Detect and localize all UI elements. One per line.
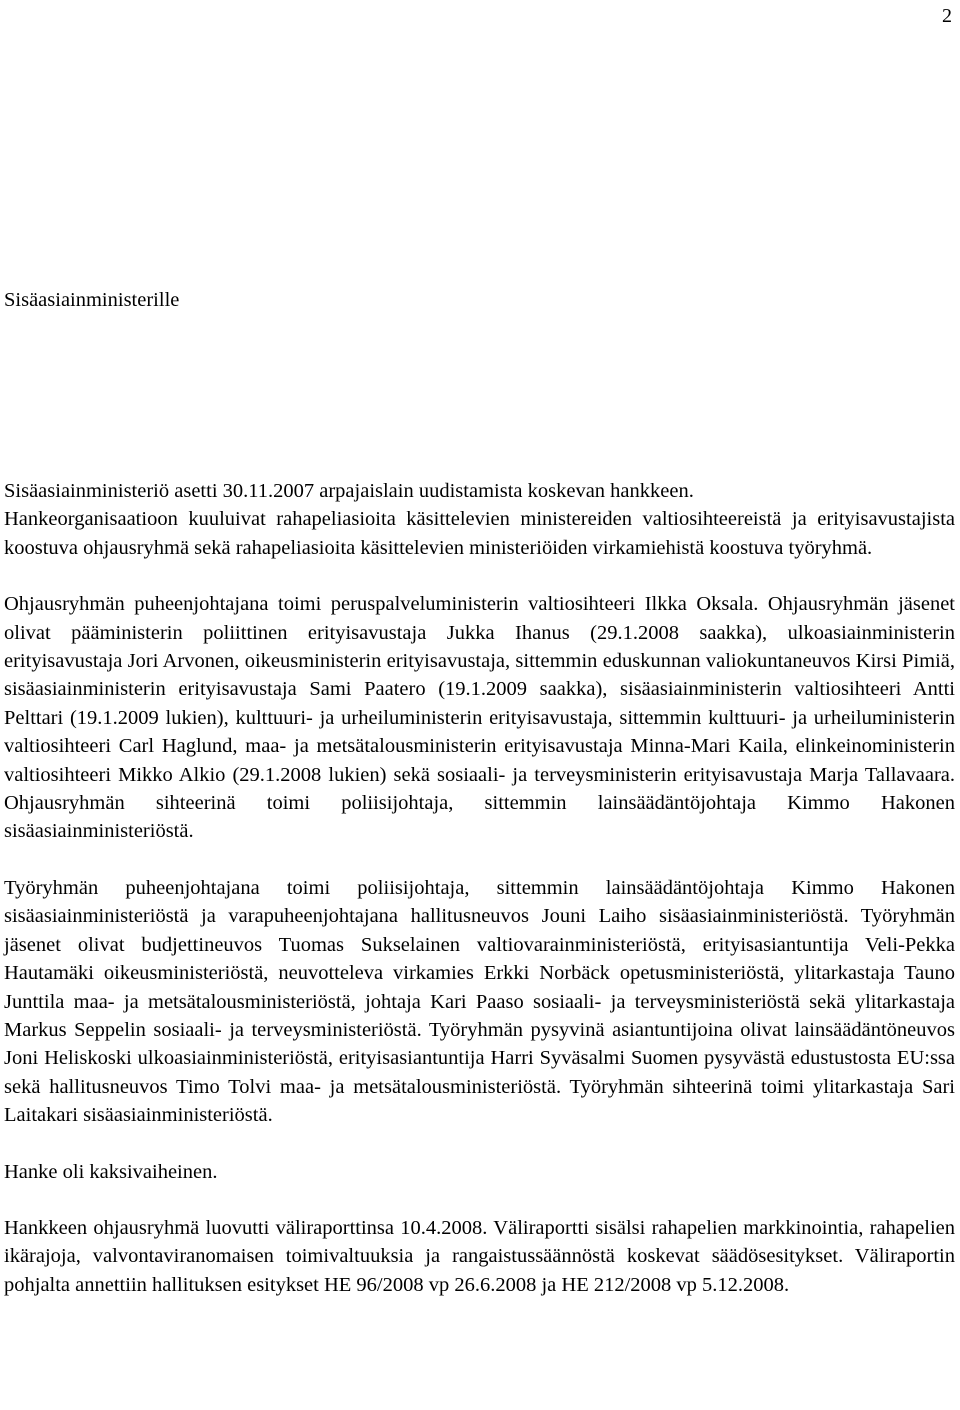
paragraph-organisation: Hankeorganisaatioon kuuluivat rahapeliasioita käsittelevien ministereiden valtiosihteereistä ja erityisavustajista koostuva ohjausryhmä sekä rahapeliasioita käsittelevien ministeriöiden virkamiehistä koostuva työryhmä. bbox=[4, 508, 955, 559]
paragraph-interim-report: Hankkeen ohjausryhmä luovutti väliraporttinsa 10.4.2008. Väliraportti sisälsi rahapelien markkinointia, rahapelien ikärajoja, valvontaviranomaisen toimivaltuuksia ja rangaistussäännöstä koskevat säädösesitykset. Väliraportin pohjalta annettiin hallituksen esitykset HE 96/2008 vp 26.6.2008 ja HE 212/2008 vp 5.12.2008. bbox=[4, 1216, 955, 1296]
paragraph-steering-group: Ohjausryhmän puheenjohtajana toimi peruspalveluministerin valtiosihteeri Ilkka Oksala. Ohjausryhmän jäsenet olivat pääministerin poliittinen erityisavustaja Jukka Ihanus (29.1.2008 saakka), ulkoasiainministerin erityisavustaja Jori Arvonen, oikeusministerin erityisavustaja, sittemmin eduskunnan valiokuntaneuvos Kirsi Pimiä, sisäasiainministerin erityisavustaja Sami Paatero (19.1.2009 saakka), sisäasiainministerin valtiosihteeri Antti Pelttari (19.1.2009 lukien), kulttuuri- ja urheiluministerin erityisavustaja, sittemmin kulttuuri- ja urheiluministerin valtiosihteeri Carl Haglund, maa- ja metsätalousministerin erityisavustaja Minna-Mari Kaila, elinkeinoministerin valtiosihteeri Mikko Alkio (29.1.2008 lukien) sekä sosiaali- ja terveysministerin erityisavustaja Marja Tallavaara. Ohjausryhmän sihteerinä toimi poliisijohtaja, sittemmin lainsäädäntöjohtaja Kimmo Hakonen sisäasiainministeriöstä. bbox=[4, 593, 955, 843]
addressee-line: Sisäasiainministerille bbox=[4, 289, 180, 311]
paragraph-project-appointment: Sisäasiainministeriö asetti 30.11.2007 arpajaislain uudistamista koskevan hankkeen. bbox=[4, 480, 694, 502]
page-number: 2 bbox=[942, 5, 952, 27]
document-body bbox=[4, 477, 955, 1299]
paragraph-working-group: Työryhmän puheenjohtajana toimi poliisijohtaja, sittemmin lainsäädäntöjohtaja Kimmo Hakonen sisäasiainministeriöstä ja varapuheenjohtajana hallitusneuvos Jouni Laiho sisäasiainministeriöstä. Työryhmän jäsenet olivat budjettineuvos Tuomas Sukselainen valtiovarainministeriöstä, erityisasiantuntija Veli-Pekka Hautamäki oikeusministeriöstä, neuvotteleva virkamies Erkki Norbäck opetusministeriöstä, ylitarkastaja Tauno Junttila maa- ja metsätalousministeriöstä, johtaja Kari Paaso sosiaali- ja terveysministeriöstä sekä ylitarkastaja Markus Seppelin sosiaali- ja terveysministeriöstä. Työryhmän pysyvinä asiantuntijoina olivat lainsäädäntöneuvos Joni Heliskoski ulkoasiainministeriöstä, erityisasiantuntija Harri Syväsalmi Suomen pysyvästä edustustosta EU:ssa sekä hallitusneuvos Timo Tolvi maa- ja metsätalousministeriöstä. Työryhmän sihteerinä toimi ylitarkastaja Sari Laitakari sisäasiainministeriöstä. bbox=[4, 876, 955, 1127]
paragraph-two-phases: Hanke oli kaksivaiheinen. bbox=[4, 1160, 218, 1183]
